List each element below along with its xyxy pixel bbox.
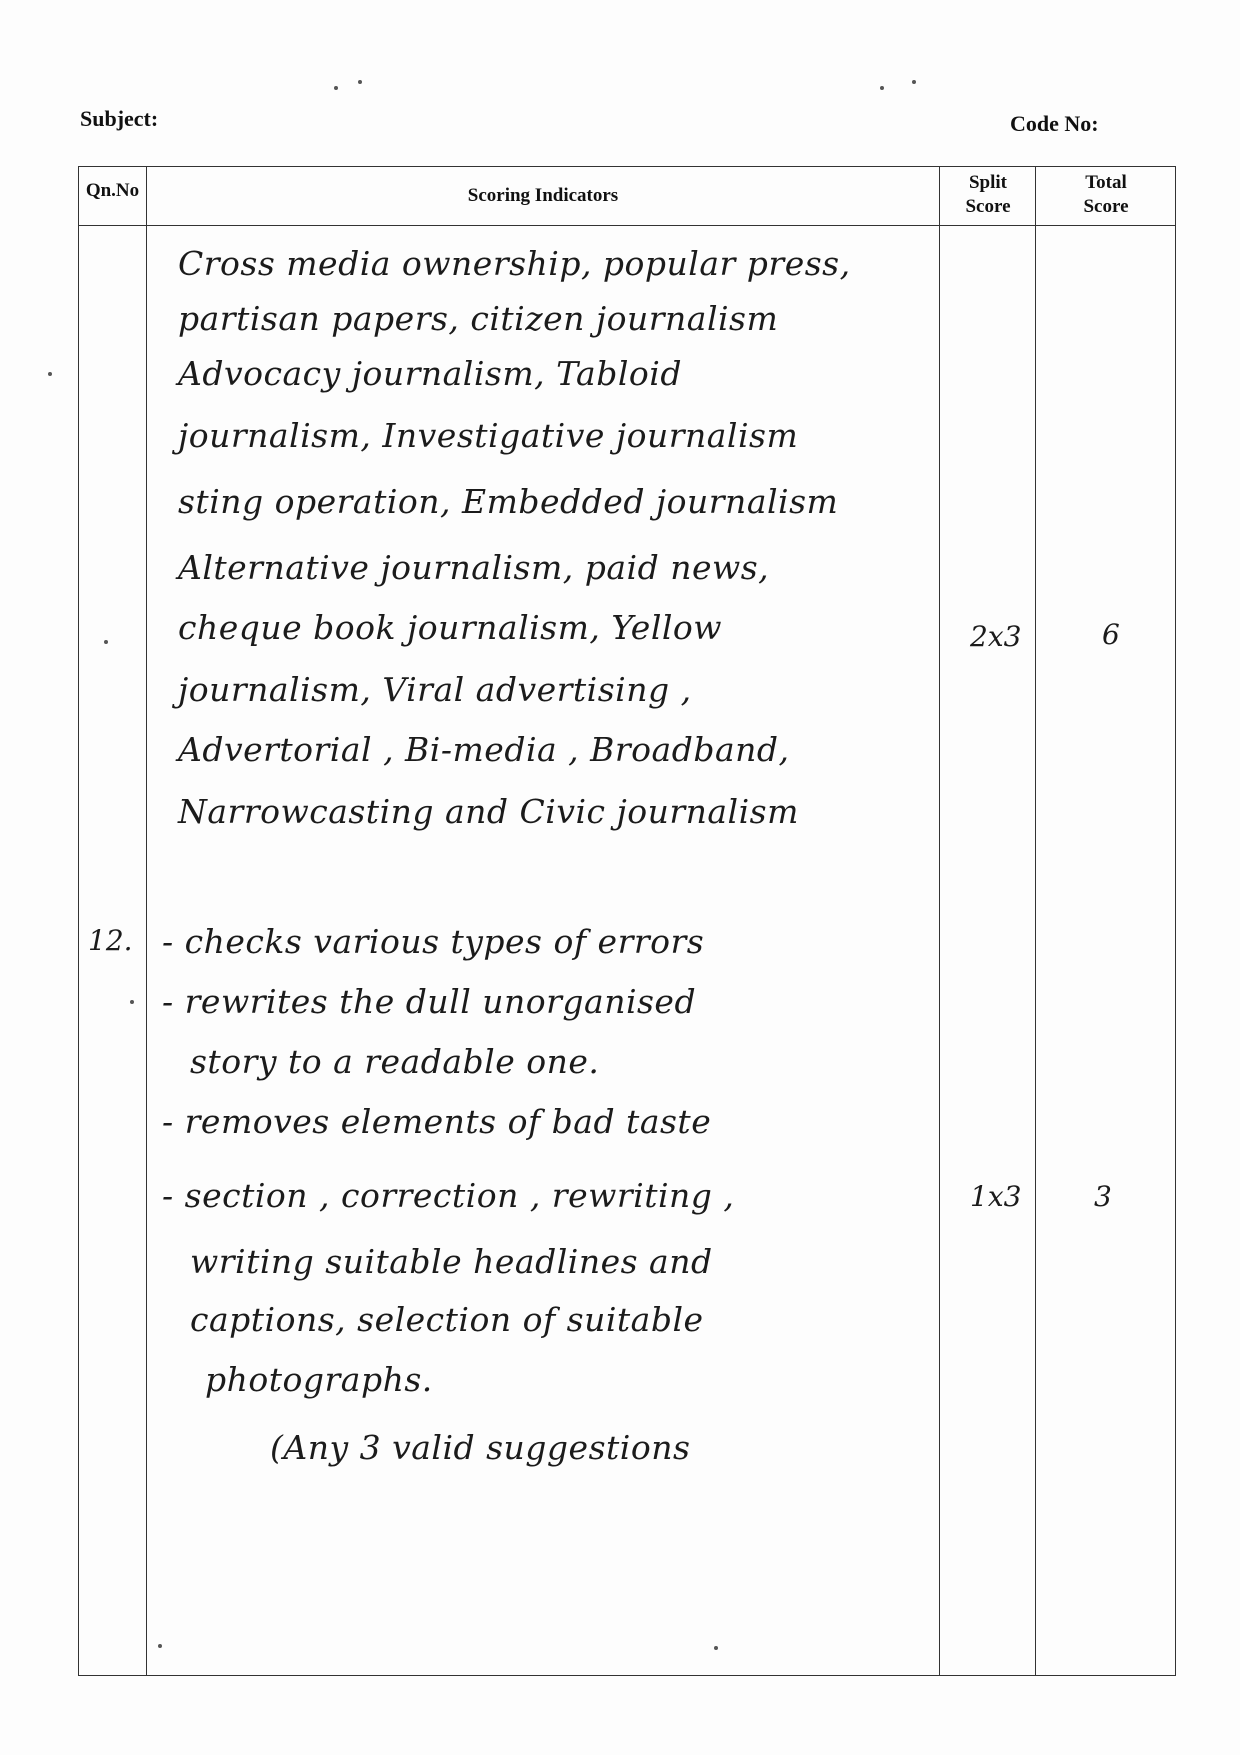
scan-speck (912, 80, 916, 84)
scan-speck (104, 640, 108, 644)
column-header-scoring-indicators: Scoring Indicators (467, 185, 619, 206)
answer-line: partisan papers, citizen journalism (178, 299, 779, 338)
answer-line: writing suitable headlines and (190, 1242, 713, 1281)
answer-line: cheque book journalism, Yellow (178, 608, 723, 647)
answer-line: - section , correction , rewriting , (162, 1176, 735, 1215)
split-score-header-line1: Split (968, 172, 1008, 193)
question-number: 12. (88, 924, 133, 957)
scan-speck (334, 86, 338, 90)
answer-line: journalism, Viral advertising , (178, 670, 692, 709)
answer-line: Narrowcasting and Civic journalism (178, 792, 799, 831)
total-score-value: 3 (1094, 1180, 1112, 1213)
split-score-header-line2: Score (965, 195, 1011, 217)
column-header-split-score (940, 171, 1036, 219)
split-score-value: 2x3 (970, 620, 1022, 653)
answer-line: photographs. (205, 1360, 433, 1399)
column-header-total-score (1036, 171, 1176, 219)
column-header-qn-no: Qn.No (85, 180, 140, 201)
answer-line: captions, selection of suitable (190, 1300, 704, 1339)
answer-line: - checks various types of errors (162, 922, 705, 961)
scan-speck (158, 1644, 162, 1648)
scan-speck (714, 1646, 718, 1650)
code-number-label: Code No: (1010, 111, 1099, 136)
answer-line: journalism, Investigative journalism (178, 416, 799, 455)
total-score-value: 6 (1102, 618, 1120, 651)
answer-line: - rewrites the dull unorganised (162, 982, 697, 1021)
answer-line: Advocacy journalism, Tabloid (178, 354, 682, 393)
scan-speck (48, 372, 52, 376)
column-divider (1035, 167, 1036, 1675)
answer-line: story to a readable one. (190, 1042, 600, 1081)
total-score-header-line1: Total (1085, 172, 1127, 193)
split-score-value: 1x3 (970, 1180, 1022, 1213)
total-score-header-line2: Score (1083, 195, 1129, 217)
scan-speck (130, 1000, 134, 1004)
answer-line: Advertorial , Bi-media , Broadband, (178, 730, 790, 769)
answer-line: (Any 3 valid suggestions (270, 1428, 691, 1467)
scan-speck (358, 80, 362, 84)
answer-line: Alternative journalism, paid news, (178, 548, 770, 587)
subject-label: Subject: (80, 106, 159, 131)
answer-line: sting operation, Embedded journalism (178, 482, 839, 521)
column-divider (146, 167, 147, 1675)
scan-speck (880, 86, 884, 90)
header-divider (79, 225, 1175, 226)
answer-line: - removes elements of bad taste (162, 1102, 712, 1141)
answer-line: Cross media ownership, popular press, (178, 244, 851, 283)
column-divider (939, 167, 940, 1675)
